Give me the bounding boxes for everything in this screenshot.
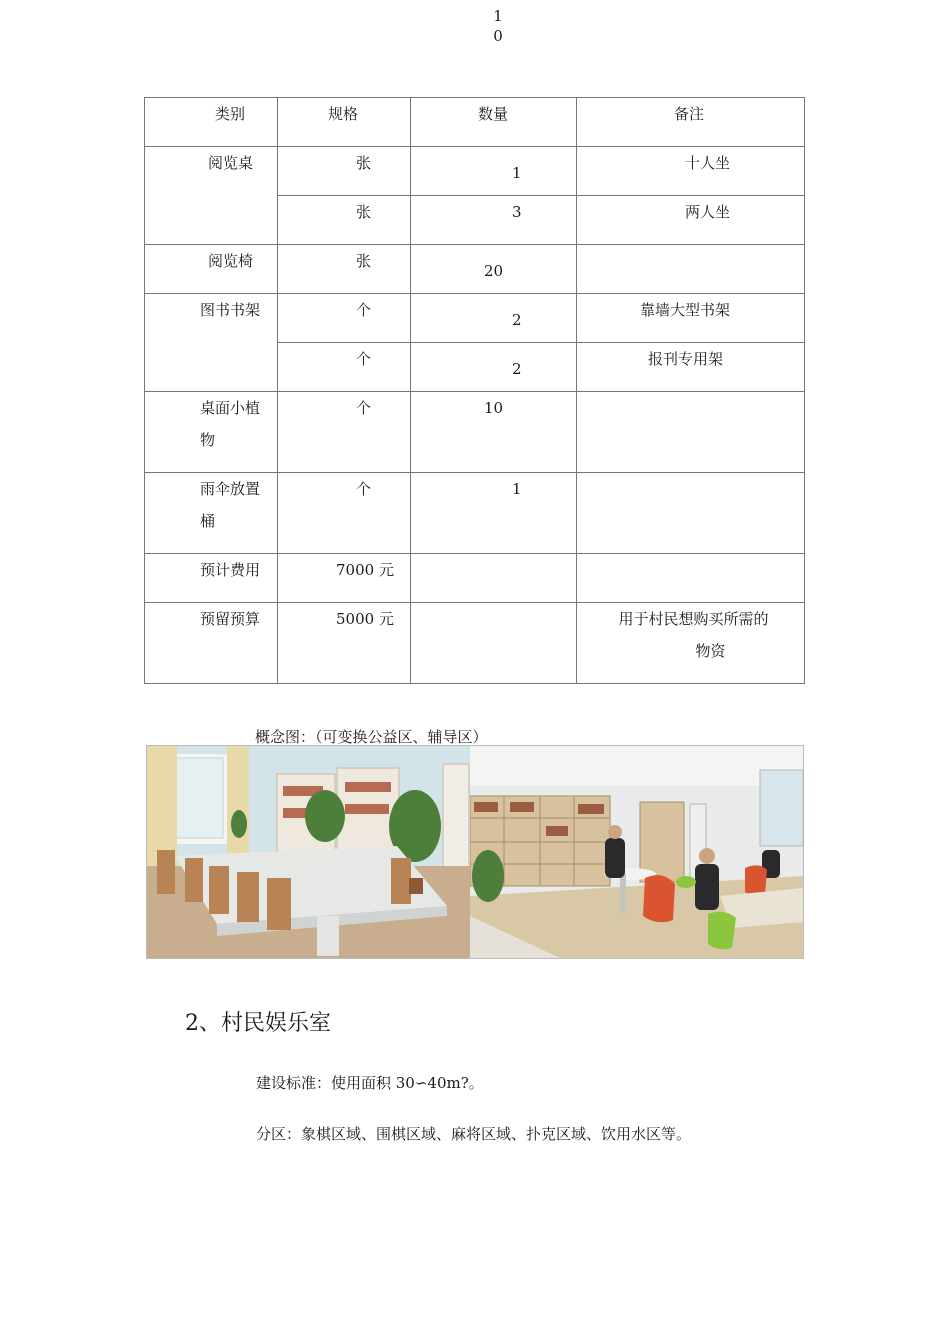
cell-category: 阅览椅 (145, 245, 278, 294)
table-row (145, 473, 805, 554)
construction-standard: 建设标准：使用面积 30∽40m?。 (256, 1074, 484, 1092)
cell-category-line1: 雨伞放置 (200, 480, 261, 498)
cell-unit: 个 (278, 473, 411, 554)
cell-note (577, 473, 805, 554)
cell-unit: 个 (278, 392, 411, 473)
header-category: 类别 (145, 98, 278, 147)
cell-category-line2: 物 (200, 431, 216, 449)
reading-room-photo (147, 746, 470, 958)
cell-note (577, 554, 805, 603)
cell-note (577, 245, 805, 294)
header-note: 备注 (577, 98, 805, 147)
cell-unit: 张 (278, 147, 411, 196)
cell-note: 报刊专用架 (577, 343, 805, 392)
cell-unit: 张 (278, 196, 411, 245)
header-spec: 规格 (278, 98, 411, 147)
cell-unit: 个 (278, 294, 411, 343)
cell-quantity: 2 (512, 360, 522, 378)
cell-category-line2: 桶 (200, 512, 216, 530)
table-row (145, 147, 805, 196)
cell-note-line2: 物资 (695, 642, 726, 660)
table-row (145, 392, 805, 473)
page-number-digit-2: 0 (493, 27, 503, 45)
reading-area-photo (470, 746, 803, 958)
cell-note: 两人坐 (577, 196, 805, 245)
table-header-row (145, 98, 805, 147)
cell-category-line1: 桌面小植 (200, 399, 261, 417)
concept-caption: 概念图：（可变换公益区、辅导区） (255, 728, 488, 746)
concept-photos (146, 745, 804, 959)
cell-unit: 7000 元 (278, 554, 411, 603)
cell-unit: 个 (278, 343, 411, 392)
cell-quantity (411, 554, 577, 603)
cell-note (577, 392, 805, 473)
cell-unit: 张 (278, 245, 411, 294)
table-row (145, 294, 805, 343)
table-row (145, 554, 805, 603)
cell-category: 阅览桌 (145, 147, 278, 245)
cell-quantity: 1 (411, 473, 577, 554)
header-quantity: 数量 (411, 98, 577, 147)
cell-quantity: 2 (512, 311, 522, 329)
zoning-text: 分区：象棋区域、围棋区域、麻将区域、扑克区域、饮用水区等。 (256, 1125, 692, 1143)
table-row (145, 245, 805, 294)
page-number (488, 6, 508, 46)
cell-category: 预留预算 (145, 603, 278, 684)
cell-category: 图书书架 (145, 294, 278, 392)
equipment-table (144, 97, 805, 684)
cell-note: 靠墙大型书架 (577, 294, 805, 343)
page-number-digit-1: 1 (493, 7, 503, 25)
section-title: 2、村民娱乐室 (185, 1011, 331, 1036)
cell-note-line1: 用于村民想购买所需的 (618, 610, 769, 628)
cell-note: 十人坐 (577, 147, 805, 196)
cell-quantity: 3 (411, 196, 577, 245)
cell-unit: 5000 元 (278, 603, 411, 684)
cell-quantity: 1 (512, 164, 522, 182)
cell-quantity: 10 (411, 392, 577, 473)
cell-quantity: 20 (484, 262, 504, 280)
cell-category: 预计费用 (145, 554, 278, 603)
table-row (145, 603, 805, 684)
cell-quantity (411, 603, 577, 684)
